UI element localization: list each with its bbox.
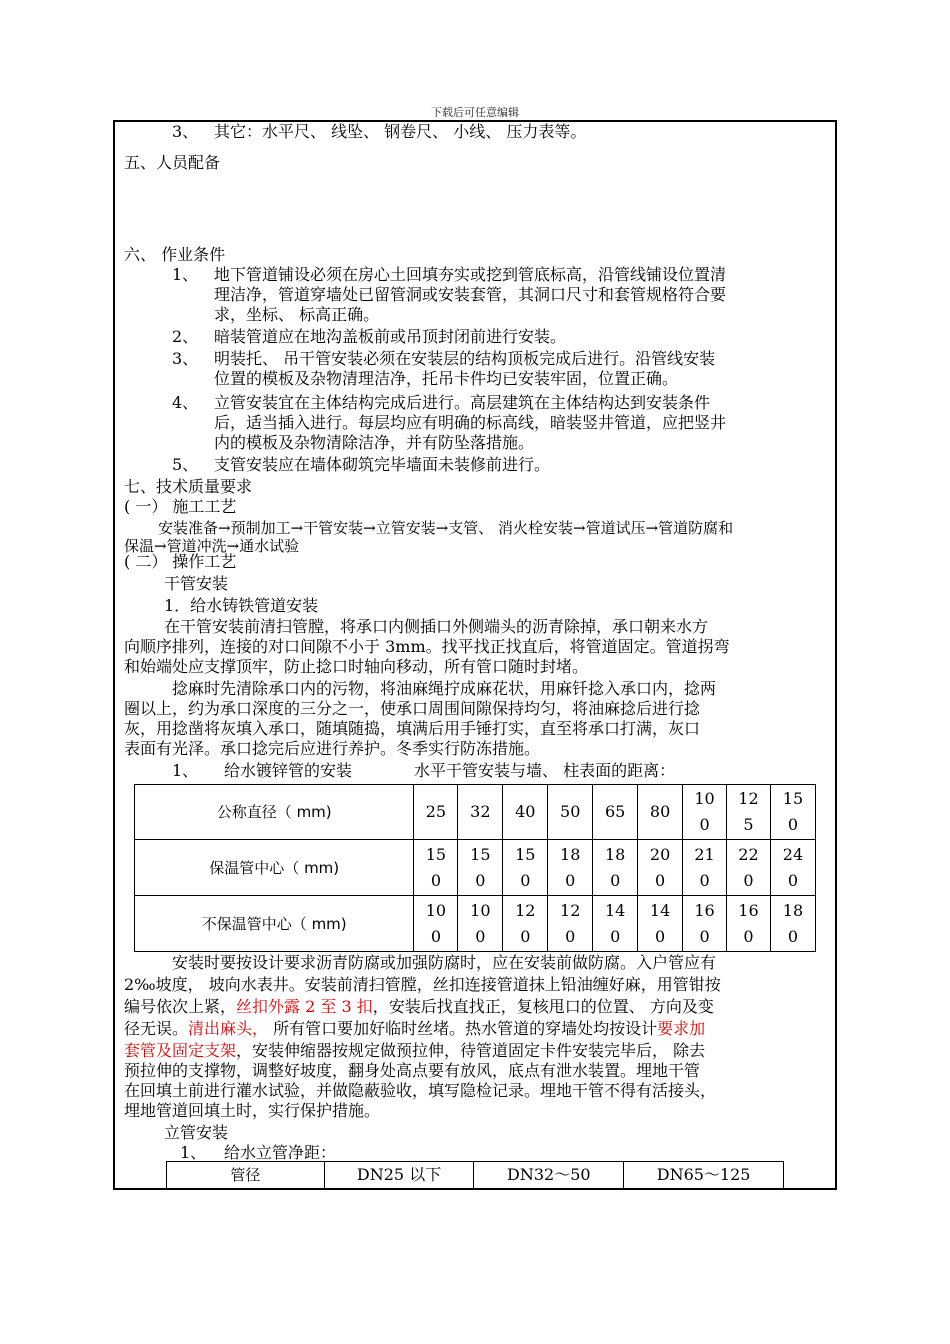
condition-1-line: 地下管道铺设必须在房心土回填夯实或挖到管底标高，沿管线铺设位置清 xyxy=(214,265,727,284)
header-note: 下载后可任意编辑 xyxy=(431,106,519,119)
table-header: 管径 xyxy=(167,1162,325,1189)
paragraph-line: 编号依次上紧，丝扣外露 2 至 3 扣，安装后找直找正，复核甩口的位置、 方向及变 xyxy=(124,997,714,1016)
row-label: 不保温管中心（ mm) xyxy=(135,896,414,952)
condition-3-num: 3、 xyxy=(172,349,199,368)
condition-1-num: 1、 xyxy=(172,265,199,284)
table-header: DN32～50 xyxy=(474,1162,624,1189)
table-cell: 16 0 xyxy=(727,896,771,952)
table-row xyxy=(135,785,816,840)
table-cell: 10 0 xyxy=(458,896,503,952)
main-pipe-title: 干管安装 xyxy=(164,574,229,593)
paragraph-line: 2‰坡度， 坡向水表井。安装前清扫管膛，丝扣连接管道抹上铅油缠好麻，用管钳按 xyxy=(124,975,721,994)
paragraph-line: 套管及固定支架，安装伸缩器按规定做预拉伸，待管道固定卡件安装完毕后， 除去 xyxy=(124,1041,706,1060)
paragraph-line: 表面有光泽。承口捻完后应进行养护。冬季实行防冻措施。 xyxy=(124,739,541,758)
highlight-text: 丝扣外露 2 至 3 扣 xyxy=(236,997,373,1016)
row-label: 公称直径（ mm) xyxy=(135,785,414,840)
table-header: DN25 以下 xyxy=(324,1162,474,1189)
subheading-operation: ( 二） 操作工艺 xyxy=(124,552,237,571)
table-row xyxy=(167,1162,784,1189)
table-cell: 40 xyxy=(503,785,548,840)
table-cell: 15 0 xyxy=(414,840,458,896)
table-cell: 14 0 xyxy=(638,896,683,952)
riser-table xyxy=(166,1161,784,1189)
table-cell: 50 xyxy=(548,785,593,840)
table-cell: 20 0 xyxy=(638,840,683,896)
table-cell: 65 xyxy=(593,785,638,840)
galv-note: 水平干管安装与墙、 柱表面的距离： xyxy=(414,761,676,780)
distance-table xyxy=(134,784,816,952)
table-cell: 18 0 xyxy=(593,840,638,896)
section5-heading: 五、人员配备 xyxy=(124,153,221,172)
paragraph-line: 预拉伸的支撑物，调整好坡度，翻身处高点要有放风，底点有泄水装置。埋地干管 xyxy=(124,1061,701,1080)
paragraph-line: 在回填土前进行灌水试验，并做隐蔽验收，填写隐检记录。埋地干管不得有活接头， xyxy=(124,1081,717,1100)
riser-sub-text: 给水立管净距： xyxy=(224,1143,337,1162)
condition-4-line: 立管安装宜在主体结构完成后进行。高层建筑在主体结构达到安装条件 xyxy=(214,393,711,412)
table-cell: 25 xyxy=(414,785,458,840)
highlight-text: 要求加 xyxy=(657,1019,706,1038)
condition-1-line: 求，坐标、 标高正确。 xyxy=(214,305,380,324)
row-label: 保温管中心（ mm) xyxy=(135,840,414,896)
table-cell: 15 0 xyxy=(458,840,503,896)
table-cell: 10 0 xyxy=(683,785,727,840)
paragraph-line: 安装时要按设计要求沥青防腐或加强防腐时，应在安装前做防腐。入户管应有 xyxy=(172,953,717,972)
condition-5-line: 支管安装应在墙体砌筑完毕墙面未装修前进行。 xyxy=(214,455,551,474)
paragraph-line: 灰，用捻凿将灰填入承口，随填随捣，填满后用手锤打实，直至将承口打满，灰口 xyxy=(124,719,701,738)
condition-3-line: 明装托、 吊干管安装必须在安装层的结构顶板完成后进行。沿管线安装 xyxy=(214,349,716,368)
paragraph-line: 和始端处应支撑顶牢，防止捻口时轴向移动，所有管口随时封堵。 xyxy=(124,657,589,676)
condition-3-line: 位置的模板及杂物清理洁净，托吊卡件均已安装牢固，位置正确。 xyxy=(214,369,679,388)
table-cell: 32 xyxy=(458,785,503,840)
paragraph-line: 向顺序排列，连接的对口间隙不小于 3mm。找平找正找直后，将管道固定。管道拐弯 xyxy=(124,637,730,656)
riser-sub-num: 1、 xyxy=(180,1143,207,1162)
highlight-text: 清出麻头， xyxy=(188,1019,269,1038)
table-cell: 21 0 xyxy=(683,840,727,896)
subheading-process: ( 一） 施工工艺 xyxy=(124,497,237,516)
process-flow-line: 保温→管道冲洗→通水试验 xyxy=(124,537,300,555)
paragraph-line: 圈以上，约为承口深度的三分之一，使承口周围间隙保持均匀，将油麻捻后进行捻 xyxy=(124,699,701,718)
process-flow-line: 安装准备→预制加工→干管安装→立管安装→支管、 消火栓安装→管道试压→管道防腐和 xyxy=(158,519,734,537)
paragraph-line: 埋地管道回填土时，实行保护措施。 xyxy=(124,1101,381,1120)
table-cell: 80 xyxy=(638,785,683,840)
table-row xyxy=(135,840,816,896)
table-cell: 12 0 xyxy=(548,896,593,952)
highlight-text: 套管及固定支架 xyxy=(124,1041,237,1060)
galv-title: 给水镀锌管的安装 xyxy=(224,761,353,780)
section6-heading: 六、 作业条件 xyxy=(124,245,226,264)
table-cell: 15 0 xyxy=(770,785,815,840)
table-cell: 12 5 xyxy=(727,785,771,840)
table-row xyxy=(135,896,816,952)
table-cell: 18 0 xyxy=(548,840,593,896)
table-cell: 14 0 xyxy=(593,896,638,952)
paragraph-line: 捻麻时先清除承口内的污物，将油麻绳拧成麻花状，用麻钎捻入承口内，捻两 xyxy=(172,679,717,698)
table-cell: 10 0 xyxy=(414,896,458,952)
condition-5-num: 5、 xyxy=(172,455,199,474)
riser-title: 立管安装 xyxy=(164,1123,229,1142)
condition-4-line: 后，适当插入进行。每层均应有明确的标高线，暗装竖井管道，应把竖井 xyxy=(214,413,727,432)
table-cell: 12 0 xyxy=(503,896,548,952)
condition-4-num: 4、 xyxy=(172,393,199,412)
table-cell: 16 0 xyxy=(683,896,727,952)
tools-text: 其它：水平尺、 线坠、 钢卷尺、 小线、 压力表等。 xyxy=(214,122,587,141)
condition-2-line: 暗装管道应在地沟盖板前或吊顶封闭前进行安装。 xyxy=(214,327,567,346)
table-header: DN65～125 xyxy=(624,1162,784,1189)
galv-num: 1、 xyxy=(172,761,199,780)
table-cell: 24 0 xyxy=(770,840,815,896)
section7-heading: 七、技术质量要求 xyxy=(124,477,253,496)
condition-4-line: 内的模板及杂物清除洁净，并有防坠落措施。 xyxy=(214,433,535,452)
table-cell: 18 0 xyxy=(770,896,815,952)
tools-num: 3、 xyxy=(172,122,199,141)
cast-iron-title: 1．给水铸铁管道安装 xyxy=(164,596,319,615)
condition-2-num: 2、 xyxy=(172,327,199,346)
table-cell: 15 0 xyxy=(503,840,548,896)
paragraph-line: 在干管安装前清扫管膛，将承口内侧插口外侧端头的沥青除掉，承口朝来水方 xyxy=(164,617,709,636)
paragraph-line: 径无误。清出麻头， 所有管口要加好临时丝堵。热水管道的穿墙处均按设计要求加 xyxy=(124,1019,706,1038)
table-cell: 22 0 xyxy=(727,840,771,896)
condition-1-line: 理洁净，管道穿墙处已留管洞或安装套管，其洞口尺寸和套管规格符合要 xyxy=(214,285,727,304)
